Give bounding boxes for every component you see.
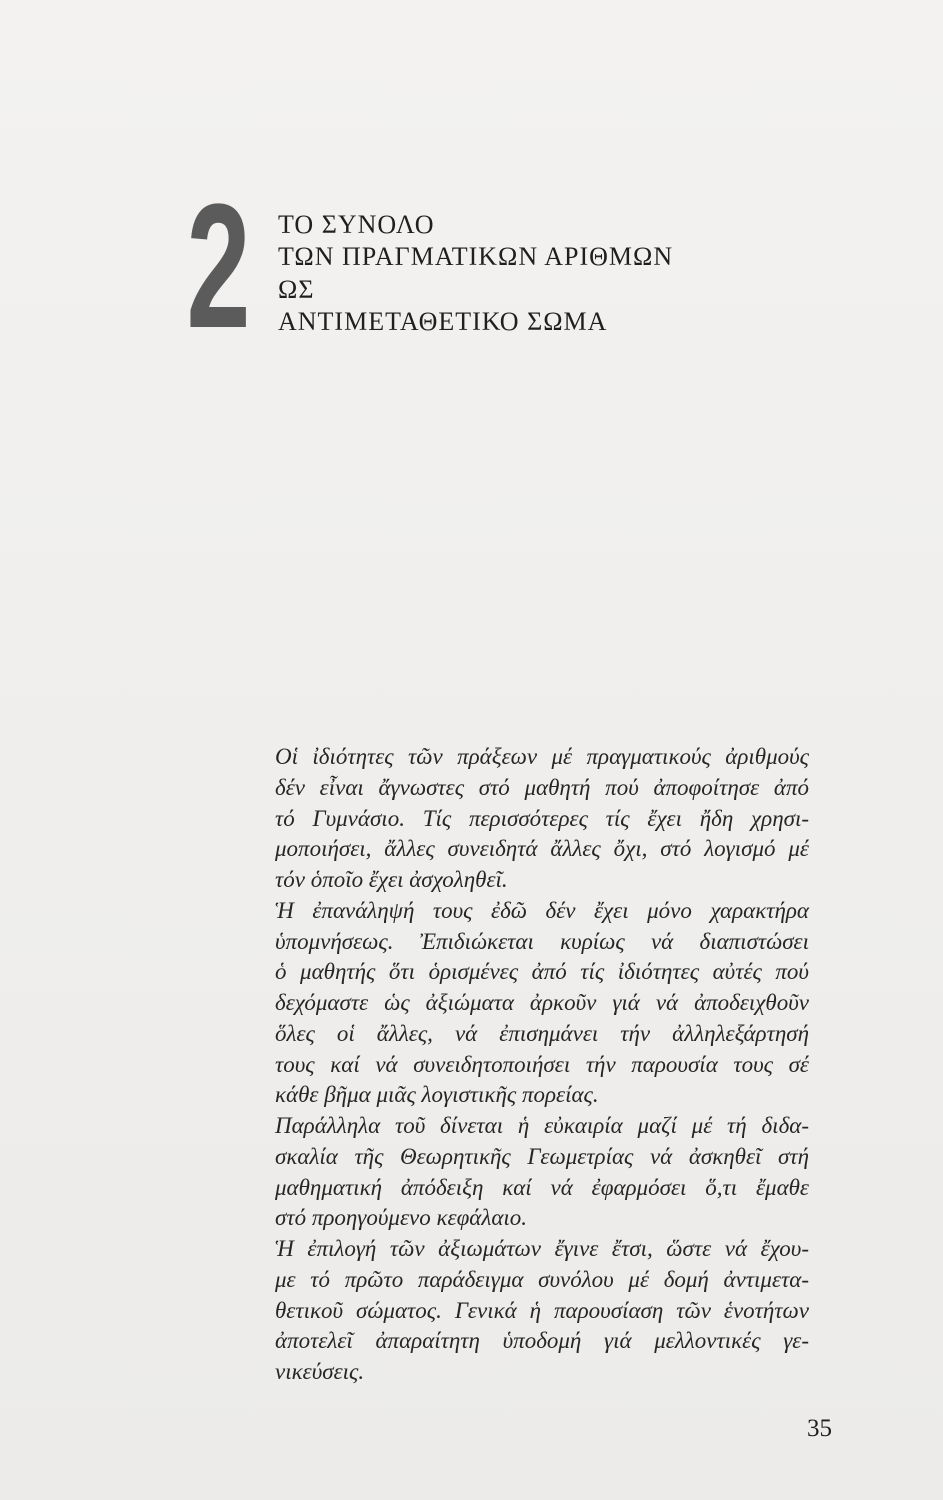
text-line: ὅλες οἱ ἄλλες, νά ἐπισημάνει τήν ἀλληλεξάρτησή (275, 1020, 809, 1046)
text-line: τόν ὁποῖο ἔχει ἀσχοληθεῖ. (275, 867, 508, 892)
text-line: νικεύσεις. (275, 1359, 365, 1384)
text-line: θετικοῦ σώματος. Γενικά ἡ παρουσίαση τῶν ἑνοτήτων (275, 1297, 809, 1323)
text-line: ἀποτελεῖ ἀπαραίτητη ὑποδομή γιά μελλοντικές γε- (275, 1328, 809, 1354)
text-line: δέν εἶναι ἄγνωστες στό μαθητή πού ἀποφοίτησε ἀπό (275, 774, 809, 800)
text-line: με τό πρῶτο παράδειγμα συνόλου μέ δομή ἀντιμετα- (275, 1266, 809, 1292)
text-line: Παράλληλα τοῦ δίνεται ἡ εὐκαιρία μαζί μέ τή διδα- (275, 1113, 809, 1138)
intro-paragraph (275, 1111, 809, 1234)
chapter-number-graphic (180, 166, 260, 365)
chapter-title (278, 209, 673, 338)
text-line: τό Γυμνάσιο. Τίς περισσότερες τίς ἔχει ἤδη χρησι- (275, 805, 809, 831)
chapter-title-line: ΤΟ ΣΥΝΟΛΟ (278, 210, 435, 239)
text-line: δεχόμαστε ὡς ἀξιώματα ἀρκοῦν γιά νά ἀποδειχθοῦν (275, 990, 809, 1015)
chapter-title-line: ΤΩΝ ΠΡΑΓΜΑΤΙΚΩΝ ΑΡΙΘΜΩΝ (278, 242, 674, 272)
text-line: Οἱ ἰδιότητες τῶν πράξεων μέ πραγματικούς ἀριθμούς (275, 744, 809, 769)
chapter-title-line: ΩΣ (278, 274, 315, 304)
chapter-number: 2 (186, 166, 251, 365)
text-line: μαθηματική ἀπόδειξη καί νά ἐφαρμόσει ὅ,τι ἔμαθε (275, 1174, 809, 1200)
text-line: σκαλία τῆς Θεωρητικῆς Γεωμετρίας νά ἀσκηθεῖ στή (275, 1143, 809, 1169)
text-line: ὑπομνήσεως. Ἐπιδιώκεται κυρίως νά διαπιστώσει (275, 928, 809, 954)
text-line: στό προηγούμενο κεφάλαιο. (275, 1205, 528, 1231)
text-line: Ἡ ἐπανάληψή τους ἐδῶ δέν ἔχει μόνο χαρακτήρα (275, 897, 809, 923)
text-line: ὁ μαθητής ὅτι ὁρισμένες ἀπό τίς ἰδιότητες αὐτές πού (275, 959, 809, 985)
page-number: 35 (807, 1415, 832, 1442)
intro-paragraph (275, 742, 809, 896)
chapter-title-line: ΑΝΤΙΜΕΤΑΘΕΤΙΚΟ ΣΩΜΑ (278, 306, 608, 336)
text-line: κάθε βῆμα μιᾶς λογιστικῆς πορείας. (275, 1082, 599, 1108)
text-line: Ἡ ἐπιλογή τῶν ἀξιωμάτων ἔγινε ἔτσι, ὥστε νά ἔχου- (275, 1236, 809, 1261)
intro-paragraph (275, 896, 809, 1111)
text-line: τους καί νά συνειδητοποιήσει τήν παρουσία τους σέ (275, 1051, 809, 1077)
intro-paragraph (275, 1234, 809, 1388)
chapter-introduction (275, 742, 809, 1388)
text-line: μοποιήσει, ἄλλες συνειδητά ἄλλες ὄχι, στό λογισμό μέ (275, 836, 809, 862)
